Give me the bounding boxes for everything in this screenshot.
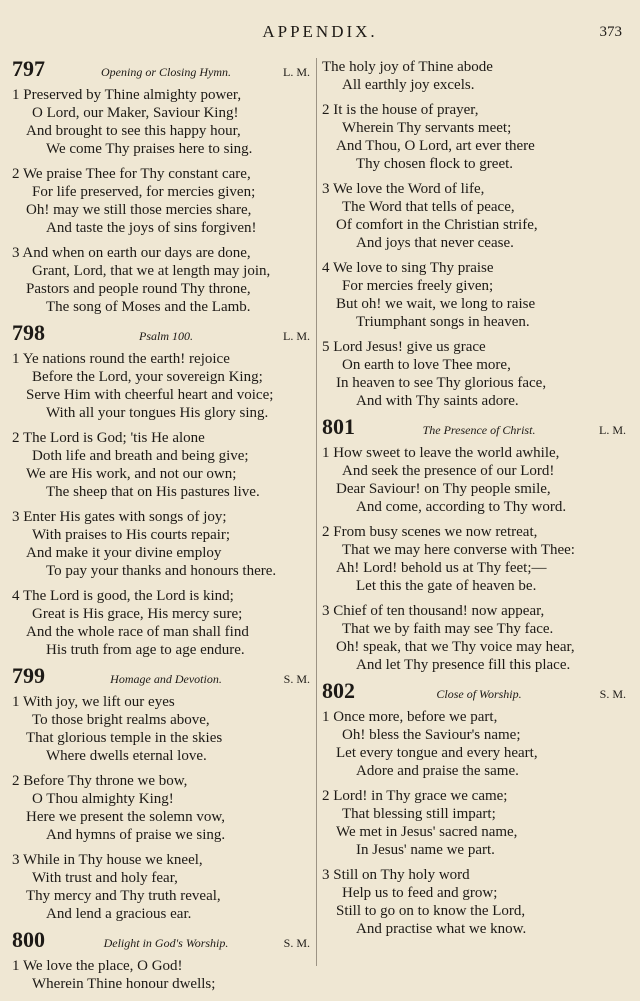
hymn-meter: L. M. [283,329,310,343]
verse-line: In Jesus' name we part. [356,842,495,858]
verse-line: And make it your divine employ [26,545,222,561]
hymn-title: Homage and Devotion. [110,672,222,686]
verse-line: 3 Enter His gates with songs of joy; [12,509,227,525]
hymn-number: 799 [12,663,45,688]
hymn-title: Opening or Closing Hymn. [101,65,231,79]
hymn-title: Psalm 100. [139,329,193,343]
verse-line: Serve Him with cheerful heart and voice; [26,387,274,403]
verse-line: And lend a gracious ear. [46,906,192,922]
verse-line: 5 Lord Jesus! give us grace [322,339,486,355]
verse-line: The holy joy of Thine abode [322,59,493,75]
running-title: APPENDIX. [262,22,378,41]
verse-line: Thy chosen flock to greet. [356,156,514,172]
verse-line: 2 Lord! in Thy grace we came; [322,788,508,804]
verse-line: That glorious temple in the skies [26,730,223,746]
verse-line: To those bright realms above, [32,712,210,728]
hymn-meter: S. M. [599,687,626,701]
verse-line: 4 We love to sing Thy praise [322,260,494,276]
verse-line: 2 It is the house of prayer, [322,102,479,118]
hymn-title: Delight in God's Worship. [103,936,229,950]
verse-line: 1 With joy, we lift our eyes [12,694,175,710]
hymn-801 [322,414,626,674]
verse-line: And hymns of praise we sing. [46,827,226,843]
verse-line: And joys that never cease. [356,235,514,251]
verse [322,866,626,938]
hymn-header [322,678,626,703]
verse-line: Adore and praise the same. [356,763,519,779]
verse-line: That blessing still impart; [342,806,496,822]
verse-line: 2 Before Thy throne we bow, [12,773,188,789]
verse-line: On earth to love Thee more, [342,357,511,373]
verse-line: For life preserved, for mercies given; [32,184,256,200]
verse-line: The sheep that on His pastures live. [46,484,260,500]
verse [12,957,310,993]
verse-line: Let every tongue and every heart, [336,745,538,761]
verse-line: Ah! Lord! behold us at Thy feet;— [336,560,547,576]
hymn-header [12,56,310,81]
page-header [0,20,640,46]
hymn-meter: L. M. [599,423,626,437]
verse [12,86,310,158]
verse [12,508,310,580]
verse-line: Still to go on to know the Lord, [336,903,526,919]
hymn-meter: L. M. [283,65,310,79]
verse-line: Triumphant songs in heaven. [356,314,530,330]
verse-line: Wherein Thy servants meet; [342,120,512,136]
verse [322,338,626,410]
verse-line: And let Thy presence fill this place. [356,657,571,673]
verse [12,772,310,844]
verse [12,244,310,316]
verse-line: Oh! speak, that we Thy voice may hear, [336,639,575,655]
hymn-798 [12,320,310,659]
verse [322,58,626,94]
verse-line: 3 We love the Word of life, [322,181,485,197]
verse-line: O Thou almighty King! [32,791,174,807]
verse-line: We met in Jesus' sacred name, [336,824,518,840]
verse-line: 2 From busy scenes we now retreat, [322,524,538,540]
verse-line: Where dwells eternal love. [46,748,207,764]
hymn-meter: S. M. [283,672,310,686]
verse-line: All earthly joy excels. [342,77,475,93]
verse-line: In heaven to see Thy glorious face, [336,375,547,391]
verse [322,787,626,859]
verse-line: Grant, Lord, that we at length may join, [32,263,271,279]
hymn-header [12,320,310,345]
hymn-number: 802 [322,678,355,703]
verse-line: Pastors and people round Thy throne, [26,281,251,297]
verse-line: That we by faith may see Thy face. [342,621,554,637]
hymn-number: 801 [322,414,355,439]
hymn-797 [12,56,310,316]
verse [12,851,310,923]
verse-line: The Word that tells of peace, [342,199,515,215]
verse-line: And brought to see this happy hour, [26,123,241,139]
hymn-title: The Presence of Christ. [422,423,536,437]
verse-line: Help us to feed and grow; [342,885,498,901]
hymn-header [322,414,626,439]
verse-line: We are His work, and not our own; [26,466,237,482]
verse-line: And the whole race of man shall find [26,624,249,640]
verse-line: And come, according to Thy word. [356,499,567,515]
verse-line: 3 Chief of ten thousand! now appear, [322,603,545,619]
verse-line: Wherein Thine honour dwells; [32,976,216,992]
verse-line: Thy mercy and Thy truth reveal, [26,888,221,904]
verse-line: 2 We praise Thee for Thy constant care, [12,166,251,182]
verse [322,101,626,173]
verse [322,602,626,674]
hymn-header [12,927,310,952]
hymn-number: 797 [12,56,45,81]
hymn-802 [322,678,626,938]
verse [322,259,626,331]
verse-line: O Lord, our Maker, Saviour King! [32,105,239,121]
verse-line: That we may here converse with Thee: [342,542,575,558]
verse-line: 3 And when on earth our days are done, [12,245,251,261]
verse-line: With all your tongues His glory sing. [46,405,269,421]
verse-line: Oh! bless the Saviour's name; [342,727,521,743]
right-column [322,58,626,946]
verse-line: And Thou, O Lord, art ever there [336,138,535,154]
verse-line: Dear Saviour! on Thy people smile, [336,481,551,497]
verse-line: But oh! we wait, we long to raise [336,296,536,312]
hymn-number: 798 [12,320,45,345]
verse-line: Great is His grace, His mercy sure; [32,606,243,622]
verse-line: And practise what we know. [356,921,527,937]
verse [322,444,626,516]
page-number: 373 [599,24,622,40]
verse-line: The song of Moses and the Lamb. [46,299,251,315]
verse [12,693,310,765]
verse-line: 3 While in Thy house we kneel, [12,852,203,868]
hymn-number: 800 [12,927,45,952]
left-column [12,58,310,1001]
verse [12,165,310,237]
verse-line: 1 Ye nations round the earth! rejoice [12,351,230,367]
verse-line: With praises to His courts repair; [32,527,231,543]
verse-line: And taste the joys of sins forgiven! [46,220,257,236]
verse-line: Oh! may we still those mercies share, [26,202,252,218]
verse-line: And with Thy saints adore. [356,393,519,409]
verse-line: To pay your thanks and honours there. [46,563,277,579]
verse-line: We come Thy praises here to sing. [46,141,253,157]
verse [12,429,310,501]
verse-line: For mercies freely given; [342,278,494,294]
verse-line: And seek the presence of our Lord! [342,463,555,479]
verse-line: 1 We love the place, O God! [12,958,183,974]
hymn-title: Close of Worship. [436,687,522,701]
verse-line: 1 Once more, before we part, [322,709,498,725]
verse-line: 2 The Lord is God; 'tis He alone [12,430,205,446]
verse [12,350,310,422]
hymn-header [12,663,310,688]
verse-line: His truth from age to age endure. [46,642,245,658]
hymn-meter: S. M. [283,936,310,950]
verse [12,587,310,659]
verse-line: Of comfort in the Christian strife, [336,217,538,233]
verse-line: Here we present the solemn vow, [26,809,225,825]
verse-line: 1 How sweet to leave the world awhile, [322,445,560,461]
hymn-799 [12,663,310,923]
verse [322,180,626,252]
verse [322,523,626,595]
verse-line: Doth life and breath and being give; [32,448,249,464]
verse-line: Let this the gate of heaven be. [356,578,537,594]
verse [322,708,626,780]
verse-line: With trust and holy fear, [32,870,178,886]
verse-line: 3 Still on Thy holy word [322,867,470,883]
verse-line: 1 Preserved by Thine almighty power, [12,87,242,103]
verse-line: 4 The Lord is good, the Lord is kind; [12,588,234,604]
hymn-800-continued [322,58,626,410]
verse-line: Before the Lord, your sovereign King; [32,369,263,385]
